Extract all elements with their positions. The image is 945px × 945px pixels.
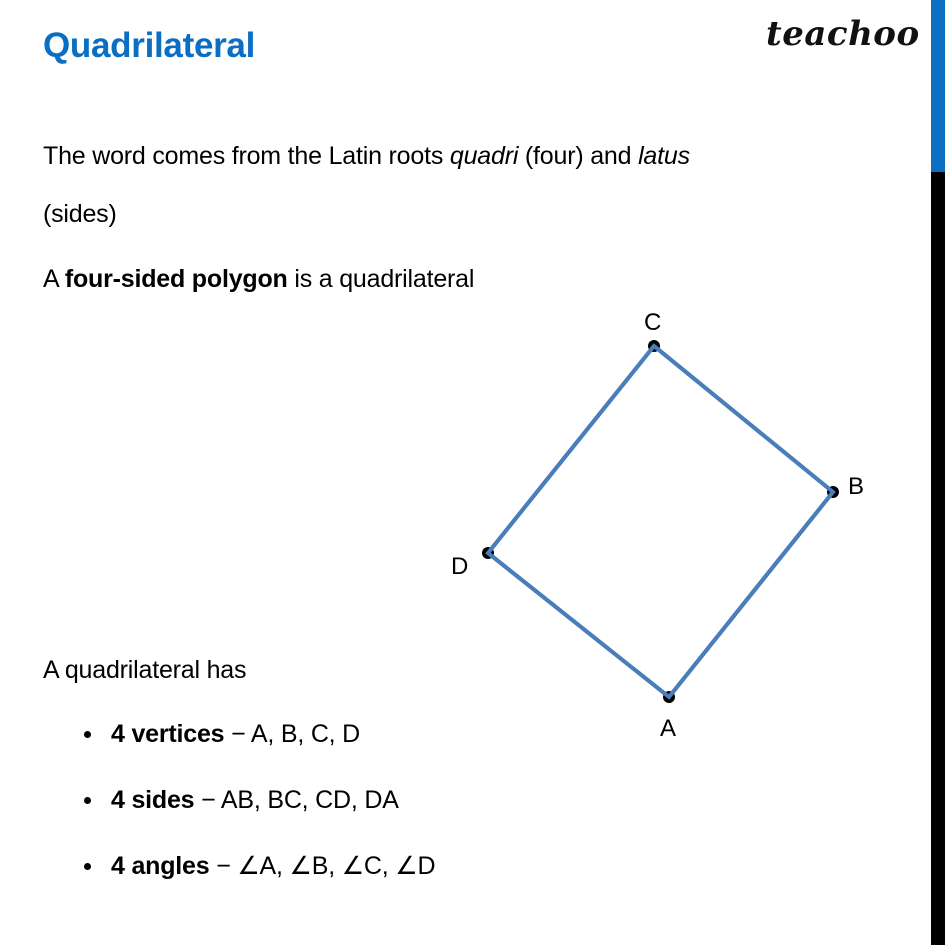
intro-text-1: The word comes from the Latin roots (43, 142, 450, 170)
vertex-point-a (663, 691, 675, 703)
intro-italic-latus: latus (638, 142, 690, 170)
side-accent-bar-blue (931, 0, 945, 172)
quadrilateral-shape-overlay (488, 346, 833, 697)
definition-bold: four-sided polygon (64, 265, 288, 293)
intro-italic-quadri: quadri (449, 142, 519, 170)
vertex-label-a: A (660, 715, 677, 742)
property-bold: 4 angles (111, 852, 210, 880)
quadrilateral-shape (488, 346, 833, 697)
vertex-point-b (827, 486, 839, 498)
vertex-label-b: B (848, 473, 865, 500)
bullet-icon (84, 797, 91, 804)
property-text (111, 851, 435, 881)
property-rest: − A, B, C, D (224, 720, 361, 748)
vertex-label-c: C (644, 309, 662, 336)
teachoo-logo: teachoo (766, 14, 920, 54)
property-text (111, 785, 399, 815)
bullet-icon (84, 863, 91, 870)
property-text (111, 719, 360, 749)
vertex-point-c (648, 340, 660, 352)
property-rest: − ∠A, ∠B, ∠C, ∠D (209, 852, 436, 880)
side-accent-bar-black (931, 172, 945, 945)
intro-line-2: (sides) (43, 200, 117, 228)
property-rest: − AB, BC, CD, DA (194, 786, 399, 814)
bullet-icon (84, 731, 91, 738)
definition-line (43, 264, 474, 294)
vertex-label-d: D (451, 553, 469, 580)
definition-suffix: is a quadrilateral (287, 265, 475, 293)
property-bold: 4 vertices (111, 720, 225, 748)
intro-line-1 (43, 141, 690, 171)
page-title: Quadrilateral (43, 26, 256, 65)
intro-text-2: (four) and (518, 142, 639, 170)
definition-prefix: A (43, 265, 65, 293)
property-bold: 4 sides (111, 786, 195, 814)
vertex-point-d (482, 547, 494, 559)
properties-heading: A quadrilateral has (43, 656, 247, 684)
